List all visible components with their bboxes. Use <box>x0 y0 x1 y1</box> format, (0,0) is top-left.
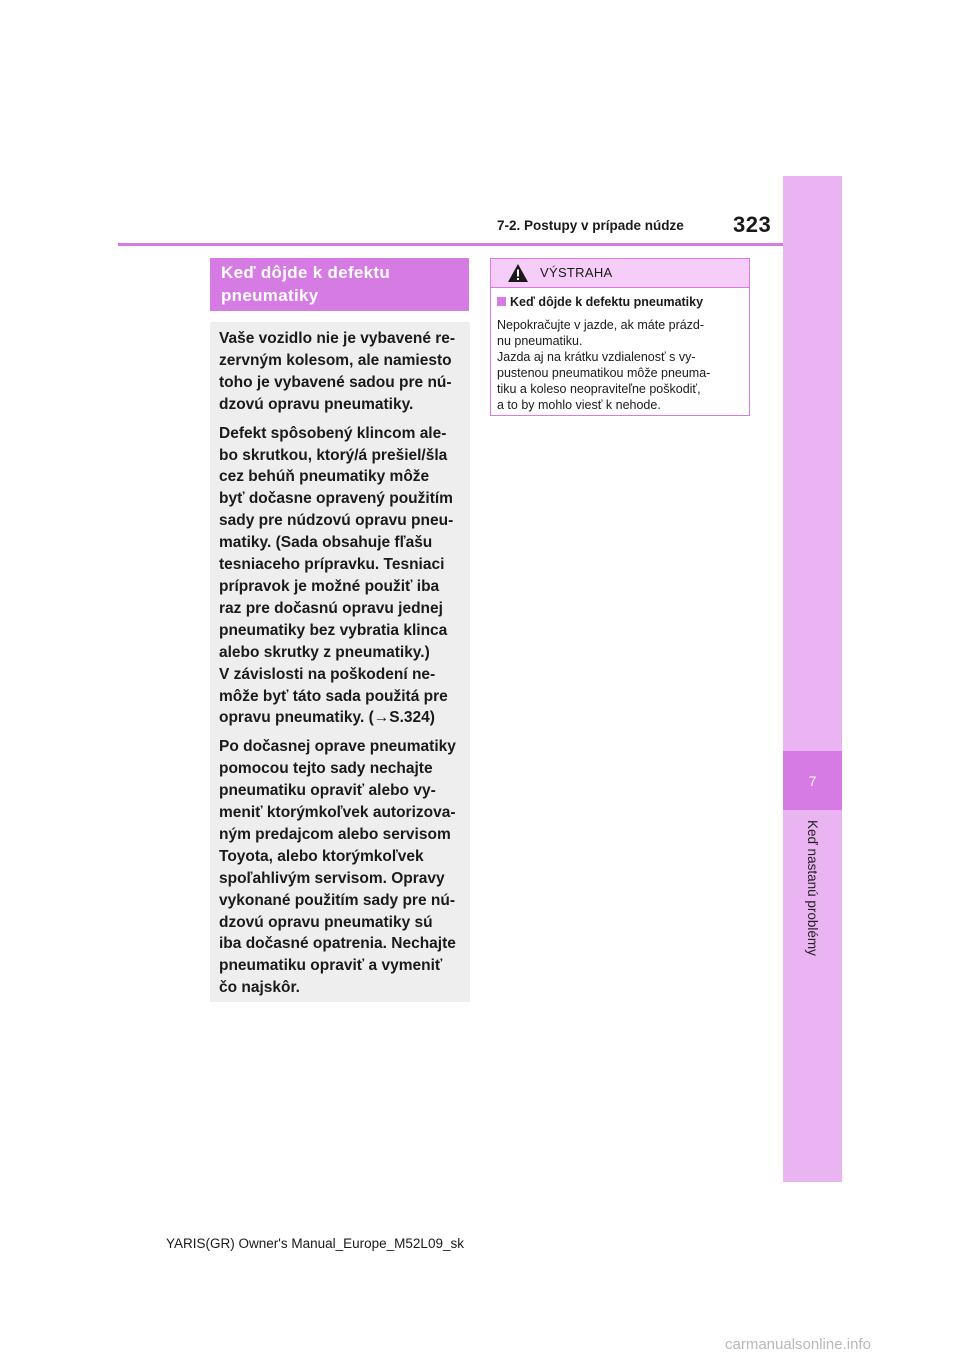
text-line: Toyota, alebo ktorýmkoľvek <box>219 847 424 865</box>
chapter-number: 7 <box>783 751 842 810</box>
text-line: dzovú opravu pneumatiky sú <box>219 913 433 931</box>
text-line: meniť ktorýmkoľvek autorizova- <box>219 804 456 822</box>
page-reference-link[interactable]: opravu pneumatiky. (→S.324) <box>219 709 435 727</box>
text-line: Jazda aj na krátku vzdialenosť s vy- <box>497 350 696 364</box>
text-line: čo najskôr. <box>219 979 300 997</box>
text-line: pomocou tejto sady nechajte <box>219 760 433 778</box>
text-line: tesniaceho prípravku. Tesniaci <box>219 556 445 574</box>
text-line: Nepokračujte v jazde, ak máte prázd- <box>497 318 705 332</box>
text-line: vykonané použitím sady pre nú- <box>219 891 455 909</box>
text-line: pustenou pneumatikou môže pneuma- <box>497 366 711 380</box>
text-line: dzovú opravu pneumatiky. <box>219 395 414 413</box>
text-line: bo skrutkou, ktorý/á prešiel/šla <box>219 446 448 464</box>
warning-header <box>491 259 749 288</box>
chapter-side-tab <box>783 176 842 1182</box>
text-line: prípravok je možné použiť iba <box>219 577 440 595</box>
text-line: nu pneumatiku. <box>497 334 583 348</box>
text-line: raz pre dočasnú opravu jednej <box>219 599 443 617</box>
text-line: ným predajcom alebo servisom <box>219 825 451 843</box>
text-line: toho je vybavené sadou pre nú- <box>219 373 452 391</box>
bullet-square-icon <box>497 297 506 306</box>
page-number: 323 <box>733 212 772 237</box>
text-line: alebo skrutky z pneumatiky.) <box>219 643 430 661</box>
watermark: carmanualsonline.info <box>725 1336 871 1353</box>
text-line: byť dočasne opravený použitím <box>219 490 453 508</box>
text-line: iba dočasné opatrenia. Nechajte <box>219 935 456 953</box>
body-text-panel <box>210 322 470 1002</box>
header-divider <box>118 243 783 246</box>
text-line: V závislosti na poškodení ne- <box>219 665 436 683</box>
text-line: Vaše vozidlo nie je vybavené re- <box>219 330 456 347</box>
text-line: Po dočasnej oprave pneumatiky <box>219 738 456 756</box>
warning-subheading-text: Keď dôjde k defektu pneumatiky <box>510 295 704 309</box>
manual-footer: YARIS(GR) Owner's Manual_Europe_M52L09_sk <box>166 1236 464 1251</box>
chapter-title: Keď nastanú problémy <box>805 820 820 956</box>
section-title-line: Keď dôjde k defektu <box>221 263 391 282</box>
warning-subheading <box>497 294 744 310</box>
text-line: zervným kolesom, ale namiesto <box>219 351 452 369</box>
text-line: pneumatiky bez vybratia klinca <box>219 621 448 639</box>
text-line: cez behúň pneumatiky môže <box>219 468 430 486</box>
body-paragraph <box>219 736 464 999</box>
text-line: spoľahlivým servisom. Opravy <box>219 869 445 887</box>
warning-text <box>497 317 744 413</box>
section-header: 7-2. Postupy v prípade núdze <box>497 218 684 233</box>
text-line: tiku a koleso neopraviteľne poškodiť, <box>497 382 701 396</box>
text-line: Defekt spôsobený klincom ale- <box>219 424 447 442</box>
text-line: a to by mohlo viesť k nehode. <box>497 398 661 412</box>
warning-box <box>490 258 750 416</box>
section-title-line: pneumatiky <box>221 286 319 305</box>
body-paragraph <box>219 328 464 416</box>
body-paragraph <box>219 423 464 730</box>
warning-triangle-icon <box>507 263 529 283</box>
warning-content <box>491 288 749 413</box>
text-line: môže byť táto sada použitá pre <box>219 687 448 705</box>
text-line: matiky. (Sada obsahuje fľašu <box>219 534 433 552</box>
text-line: pneumatiku opraviť alebo vy- <box>219 782 436 800</box>
text-line: sady pre núdzovú opravu pneu- <box>219 512 454 530</box>
warning-title: VÝSTRAHA <box>540 265 613 280</box>
text-line: pneumatiku opraviť a vymeniť <box>219 957 443 975</box>
section-title <box>210 258 469 311</box>
